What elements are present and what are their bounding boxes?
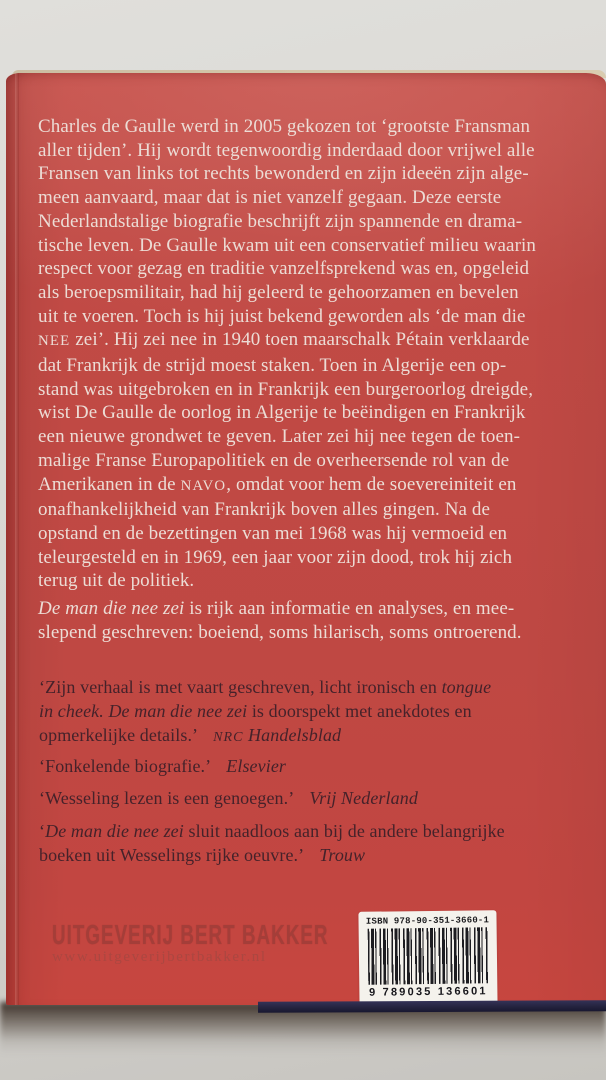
book-board-edge bbox=[258, 1000, 606, 1013]
isbn-label: ISBN 978-90-351-3660-1 bbox=[365, 915, 490, 927]
text-line: dat Frankrijk de strijd moest staken. Toen in Algerije een op- bbox=[38, 355, 507, 377]
text-line: ‘Zijn verhaal is met vaart geschreven, licht ironisch en tongue bbox=[39, 677, 492, 697]
text-line: Nederlandstalige biografie beschrijft zijn spannende en drama- bbox=[38, 210, 523, 232]
text-line: boeken uit Wesselings rijke oeuvre.’ Trouw bbox=[39, 845, 366, 865]
review-quote-vrij-nederland bbox=[39, 786, 418, 810]
text-line: een nieuwe grondwet te geven. Later zei hij nee tegen de toen- bbox=[38, 426, 521, 448]
text-line: slepend geschreven: boeiend, soms hilarisch, soms ontroerend. bbox=[38, 621, 522, 643]
text-line: respect voor gezag en traditie vanzelfsprekend was en, opgeleid bbox=[38, 258, 530, 280]
text-line: tische leven. De Gaulle kwam uit een conservatief milieu waarin bbox=[38, 234, 536, 256]
text-line: Charles de Gaulle werd in 2005 gekozen tot ‘grootste Fransman bbox=[38, 116, 531, 137]
barcode-bars bbox=[368, 927, 489, 984]
text-line: terug uit de politiek. bbox=[38, 570, 195, 592]
text-line: in cheek. De man die nee zei is doorspekt met anekdotes en bbox=[39, 701, 472, 721]
publisher-logo: UITGEVERIJ BERT BAKKER bbox=[52, 918, 329, 951]
summary-paragraph bbox=[38, 597, 592, 644]
text-line: meen aanvaard, maar dat is niet vanzelf gegaan. Deze eerste bbox=[38, 187, 502, 209]
book-back-cover bbox=[6, 70, 606, 1012]
text-line: malige Franse Europapolitiek en de overheersende rol van de bbox=[38, 449, 510, 471]
text-line: opstand en de bezettingen van mei 1968 was hij vermoeid en bbox=[38, 522, 508, 544]
dust-jacket bbox=[6, 73, 606, 1005]
text-line: stand was uitgebroken en in Frankrijk een burgeroorlog dreigde, bbox=[38, 378, 534, 400]
text-line: uit te voeren. Toch is hij juist bekend geworden als ‘de man die bbox=[38, 305, 526, 327]
text-line: ‘De man die nee zei sluit naadloos aan bij de andere belangrijke bbox=[39, 821, 505, 841]
text-line: ‘Fonkelende biografie.’ Elsevier bbox=[39, 756, 287, 776]
text-line: NEE zei’. Hij zei nee in 1940 toen maarschalk Pétain verklaarde bbox=[38, 329, 530, 351]
text-line: aller tijden’. Hij wordt tegenwoordig inderdaad door vrijwel alle bbox=[38, 139, 535, 161]
text-line: opmerkelijke details.’ NRC Handelsblad bbox=[39, 725, 342, 745]
text-line: onafhankelijkheid van Frankrijk boven alles gingen. Na de bbox=[38, 499, 491, 521]
text-line: ‘Wesseling lezen is een genoegen.’ Vrij Nederland bbox=[39, 788, 418, 808]
jacket-fold-crease bbox=[15, 73, 19, 1005]
review-quote-elsevier bbox=[39, 754, 286, 778]
text-line: als beroepsmilitair, had hij geleerd te gehoorzamen en bevelen bbox=[38, 281, 519, 303]
blurb-paragraph bbox=[38, 115, 592, 593]
review-quote-trouw bbox=[39, 819, 505, 867]
publisher-website: www.uitgeverijbertbakker.nl bbox=[52, 949, 267, 965]
review-quote-nrc-handelsblad bbox=[39, 675, 491, 749]
text-line: Fransen van links tot rechts bewonderd en zijn ideeën zijn alge- bbox=[38, 163, 529, 185]
text-line: De man die nee zei is rijk aan informatie en analyses, en mee- bbox=[38, 598, 515, 619]
text-line: teleurgesteld en in 1969, een jaar voor zijn dood, trok hij zich bbox=[38, 546, 513, 568]
text-line: wist De Gaulle de oorlog in Algerije te beëindigen en Frankrijk bbox=[38, 402, 526, 424]
barcode-ean-digits: 9 789035 136601 bbox=[368, 985, 488, 999]
text-line: Amerikanen in de NAVO, omdat voor hem de soevereiniteit en bbox=[38, 473, 517, 495]
barcode bbox=[358, 910, 497, 1010]
